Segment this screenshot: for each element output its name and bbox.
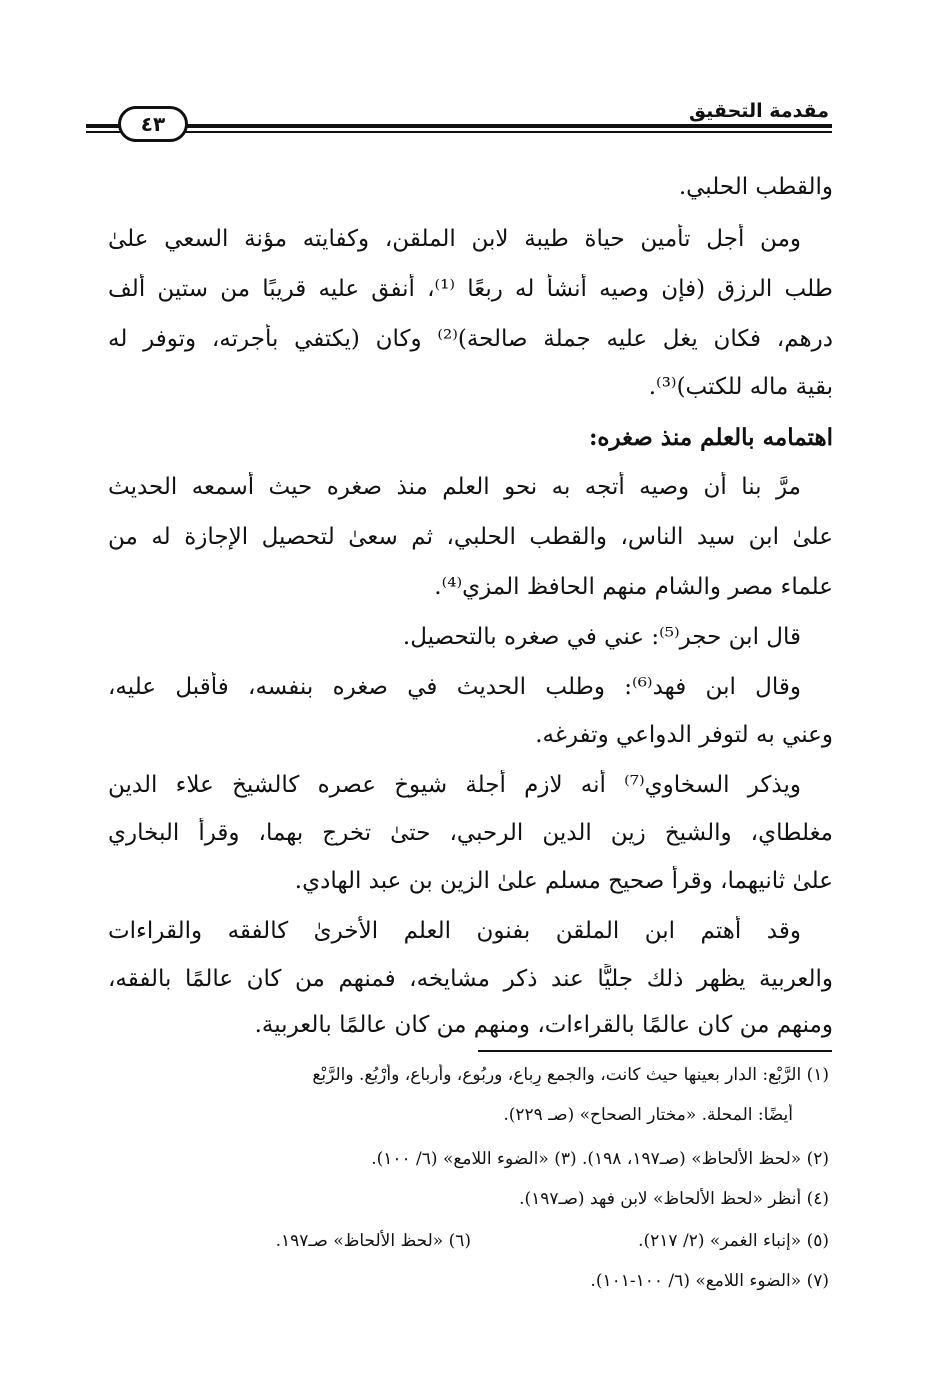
section-heading: اهتمامه بالعلم منذ صغره:	[588, 424, 833, 451]
body-line: ومن أجل تأمين حياة طيبة لابن الملقن، وكفايته مؤنة السعي علىٰ	[108, 226, 801, 252]
body-line: بقية ماله للكتب)⁽³⁾.	[648, 374, 833, 400]
footnote-2-3: (٢) «لحظ الألحاظ» (صـ١٩٧، ١٩٨). (٣) «الضوء اللامع» (٦/ ١٠٠).	[371, 1149, 829, 1169]
footnote-6: (٦) «لحظ الألحاظ» صـ١٩٧.	[275, 1231, 471, 1251]
page-number: ٤٣	[140, 112, 166, 136]
footnote-5: (٥) «إنباء الغمر» (٢/ ٢١٧).	[638, 1231, 829, 1251]
body-line: وقال ابن فهد⁽⁶⁾: وطلب الحديث في صغره بنفسه، فأقبل عليه،	[108, 674, 801, 700]
body-line: علىٰ ابن سيد الناس، والقطب الحلبي، ثم سعىٰ لتحصيل الإجازة له من	[108, 524, 833, 550]
footnote-4: (٤) أنظر «لحظ الألحاظ» لابن فهد (صـ١٩٧).	[519, 1189, 829, 1209]
footnote-separator	[478, 1050, 832, 1052]
body-line: علىٰ ثانيهما، وقرأ صحيح مسلم علىٰ الزين بن عبد الهادي.	[294, 868, 833, 894]
body-line: قال ابن حجر⁽⁵⁾: عني في صغره بالتحصيل.	[402, 624, 801, 650]
footnote-1-line-1: (١) الرَّبْع: الدار بعينها حيث كانت، والجمع رِباع، وربُوع، وأَرباع، وأَرْبُع. والرَّبْع	[312, 1065, 829, 1085]
body-line: والقطب الحلبي.	[678, 174, 833, 200]
body-line: طلب الرزق (فإن وصيه أنشأ له ربعًا ⁽¹⁾، أنفق عليه قريبًا من ستين ألف	[108, 276, 833, 302]
body-line: والعربية يظهر ذلك جليًّا عند ذكر مشايخه، فمنهم من كان عالمًا بالفقه،	[108, 966, 833, 992]
body-line: وقد أهتم ابن الملقن بفنون العلم الأخرىٰ كالفقه والقراءات	[108, 918, 801, 944]
body-line: وعني به لتوفر الدواعي وتفرغه.	[535, 722, 833, 748]
footnote-1-line-2: أيضًا: المحلة. «مختار الصحاح» (صـ ٢٢٩).	[503, 1105, 793, 1125]
page-number-badge	[118, 106, 188, 142]
body-line: درهم، فكان يغل عليه جملة صالحة)⁽²⁾ وكان (يكتفي بأجرته، وتوفر له	[108, 326, 833, 352]
body-line: مغلطاي، والشيخ زين الدين الرحبي، حتىٰ تخرج بهما، وقرأ البخاري	[108, 820, 833, 846]
body-line: علماء مصر والشام منهم الحافظ المزي⁽⁴⁾.	[434, 574, 833, 600]
body-line: ومنهم من كان عالمًا بالقراءات، ومنهم من كان عالمًا بالعربية.	[254, 1012, 833, 1038]
running-title: مقدمة التحقيق	[689, 100, 829, 122]
header-rule-thick	[86, 124, 832, 128]
header-rule-thin	[86, 131, 832, 133]
body-line: مرَّ بنا أن وصيه أتجه به نحو العلم منذ صغره حيث أسمعه الحديث	[108, 474, 801, 500]
footnote-7: (٧) «الضوء اللامع» (٦/ ١٠٠-١٠١).	[590, 1271, 829, 1291]
body-line: ويذكر السخاوي⁽⁷⁾ أنه لازم أجلة شيوخ عصره كالشيخ علاء الدين	[108, 772, 801, 798]
